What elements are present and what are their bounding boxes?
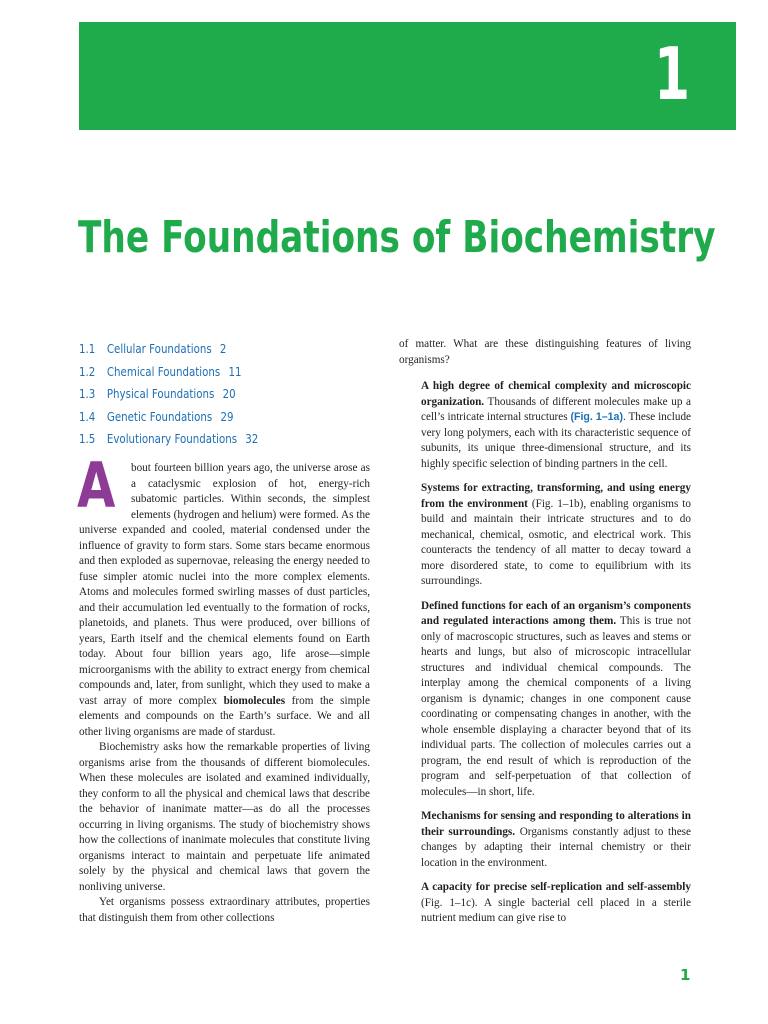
toc-number: 1.3 <box>79 386 96 402</box>
toc-label: Evolutionary Foundations <box>106 431 238 447</box>
feature-text: Organisms constantly adjust to these changes by adapting their internal chemistry or their location in the environment. <box>421 825 691 869</box>
left-column <box>77 449 371 926</box>
toc-page: 11 <box>228 363 242 379</box>
toc-page: 32 <box>245 431 259 447</box>
feature-text-after: . These include very long polymers, each with its characteristic sequence of subunits, its unique three-dimensional structure, and its highly specific selection of binding partners in the cell. <box>421 411 691 470</box>
figure-reference-link[interactable]: (Fig. 1–1a) <box>570 411 623 423</box>
feature-text: (Fig. 1–1b), enabling organisms to build and maintain their intricate structures and to do mechanical, chemical, osmotic, and electrical work. This counteracts the tendency of all matter to decay toward a more disordered state, to come to equilibrium with its surroundings. <box>421 497 692 587</box>
feature-heading: A capacity for precise self-replication and self-assembly <box>421 881 691 893</box>
intro-text-before: bout fourteen billion years ago, the universe arose as a cataclysmic explosion of hot, energy-rich subatomic particles. Within seconds, the simplest elements (hydrogen and helium) were formed. As the universe expanded and cooled, material condensed under the influence of gravity to form stars. Some stars became enormous and then exploded as supernovae, releasing the energy needed to fuse simpler atomic nuclei into the more complex elements. Atoms and molecules formed swirling masses of dust particles, and their accumulation led eventually to the formation of rocks, planetoids, and planets. Thus were produced, over billions of years, Earth itself and the chemical elements found on Earth today. About four billion years ago, life arose—simple microorganisms with the ability to extract energy from chemical compounds and, later, from sunlight, which they used to make a vast array of more complex <box>79 462 370 707</box>
feature-heading: Mechanisms for sensing and responding to alterations in their surroundings. <box>421 810 691 838</box>
drop-cap: A <box>77 449 116 522</box>
toc-label: Genetic Foundations <box>106 408 213 424</box>
toc-number: 1.4 <box>79 408 96 424</box>
toc-label: Chemical Foundations <box>106 363 221 379</box>
feature-item <box>421 809 691 871</box>
feature-text: This is true not only of macroscopic structures, such as leaves and stems or hearts and lungs, but also of microscopic intracellular structures and individual chemical compounds. The interplay among the chemical components of a living organism is dynamic; changes in one component cause coordinating or compensating changes in another, with the whole ensemble displaying a character beyond that of its individual parts. The collection of molecules carries out a program, the end result of which is reproduction of the program and self-perpetuation of that collection of molecules—in short, life. <box>421 615 691 798</box>
feature-heading: A high degree of chemical complexity and microscopic organization. <box>421 380 691 408</box>
toc-entry[interactable] <box>79 383 325 406</box>
toc-entry[interactable] <box>79 406 325 429</box>
toc-label: Cellular Foundations <box>106 341 212 356</box>
feature-heading: Systems for extracting, transforming, and using energy from the environment <box>421 482 691 510</box>
toc-number: 1.2 <box>79 363 96 379</box>
feature-item <box>421 599 691 801</box>
toc-entry[interactable] <box>79 338 325 361</box>
toc-page: 29 <box>220 408 234 424</box>
biochemistry-paragraph: Biochemistry asks how the remarkable properties of living organisms arise from the thousands of different biomolecules. When these molecules are isolated and examined individually, they conform to all the physical and chemical laws that describe the behavior of inanimate matter—as do all the processes occurring in living organisms. The study of biochemistry shows how the collections of inanimate molecules that constitute living organisms interact to maintain and perpetuate life animated solely by the physical and chemical laws that govern the nonliving universe. <box>79 741 370 893</box>
toc-number: 1.5 <box>79 431 96 447</box>
feature-item <box>421 481 691 590</box>
feature-heading: Defined functions for each of an organism’s components and regulated interactions among them. <box>421 599 691 627</box>
toc-label: Physical Foundations <box>106 386 215 402</box>
chapter-number: 1 <box>653 32 690 116</box>
attributes-paragraph: Yet organisms possess extraordinary attributes, properties that distinguish them from other collections <box>79 896 370 924</box>
toc-entry[interactable] <box>79 361 325 384</box>
chapter-title: The Foundations of Biochemistry <box>78 212 716 263</box>
table-of-contents <box>79 338 379 451</box>
page-number: 1 <box>680 966 691 984</box>
feature-text: (Fig. 1–1c). A single bacterial cell placed in a sterile nutrient medium can give rise to <box>421 896 691 924</box>
feature-text: Thousands of different molecules make up a cell’s intricate internal structures <box>421 395 691 423</box>
term-biomolecules: biomolecules <box>223 694 286 707</box>
toc-number: 1.1 <box>79 341 96 356</box>
chapter-banner <box>79 22 736 130</box>
right-column <box>399 337 691 936</box>
feature-item <box>421 880 691 927</box>
intro-paragraph <box>77 449 371 740</box>
toc-page: 20 <box>222 386 236 402</box>
toc-entry[interactable] <box>79 428 325 451</box>
feature-item <box>421 379 691 472</box>
toc-page: 2 <box>219 341 227 356</box>
intro-text-after: from the simple elements and compounds on the Earth’s surface. We and all other living organisms are made of stardust. <box>79 694 371 738</box>
continued-paragraph: of matter. What are these distinguishing features of living organisms? <box>399 338 691 366</box>
